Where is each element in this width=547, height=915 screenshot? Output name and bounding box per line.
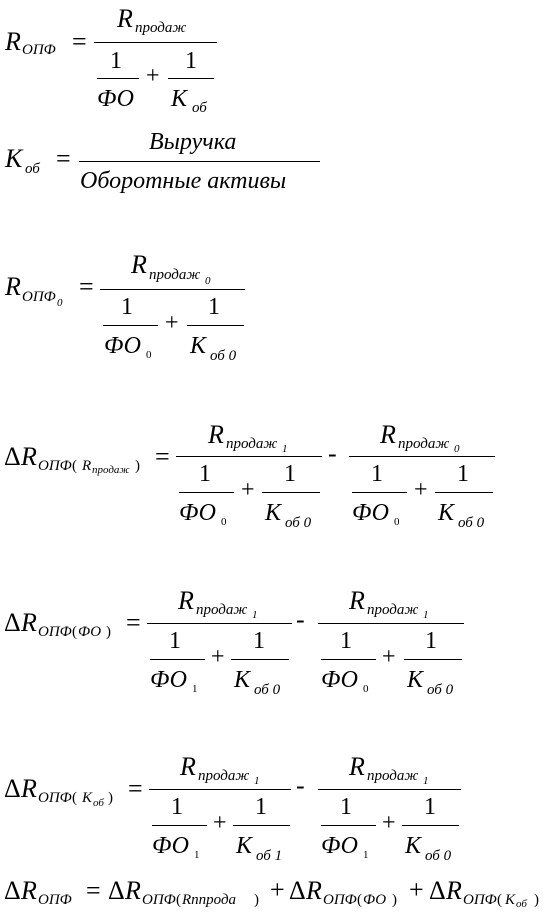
subscript-ob: об bbox=[93, 797, 104, 809]
subscript-prodazh: продаж bbox=[398, 436, 450, 452]
equals-sign: = bbox=[155, 442, 170, 471]
right-parenthesis: ) bbox=[108, 790, 113, 806]
symbol-r: R bbox=[21, 608, 37, 637]
numerator-one: 1 bbox=[457, 461, 469, 487]
symbol-r: R bbox=[178, 586, 194, 615]
plus-sign: + bbox=[211, 644, 225, 670]
symbol-r: R bbox=[349, 752, 365, 781]
fraction-bar bbox=[152, 825, 207, 826]
subscript-prodazh: продаж bbox=[149, 267, 201, 283]
index-one: 1 bbox=[282, 443, 288, 455]
subscript-prodazh: продаж bbox=[198, 768, 250, 784]
fraction-bar bbox=[79, 161, 320, 162]
subscript-ob: об bbox=[25, 161, 40, 177]
delta-sign: Δ bbox=[4, 442, 21, 471]
subscript-fo: ФО bbox=[363, 892, 387, 908]
symbol-r: R bbox=[446, 876, 462, 905]
subscript-opf: ОПФ bbox=[38, 624, 72, 640]
fraction-bar bbox=[150, 659, 205, 660]
delta-sign: Δ bbox=[108, 876, 125, 905]
equals-sign: = bbox=[126, 608, 141, 637]
plus-sign: + bbox=[270, 875, 285, 904]
symbol-k: K bbox=[190, 333, 207, 359]
fraction-bar bbox=[262, 492, 320, 493]
fraction-bar bbox=[231, 659, 289, 660]
fraction-bar bbox=[318, 623, 464, 624]
symbol-k: K bbox=[236, 833, 253, 859]
subscript-ob: об bbox=[192, 100, 207, 116]
symbol-r: R bbox=[21, 876, 37, 905]
symbol-k: K bbox=[5, 144, 23, 173]
numerator-one: 1 bbox=[169, 628, 181, 654]
subscript-opf: ОПФ bbox=[38, 790, 72, 806]
subscript-ob1: об 1 bbox=[256, 848, 283, 864]
index-one: 1 bbox=[423, 775, 429, 787]
index-one: 1 bbox=[252, 609, 258, 621]
subscript-fo: ФО bbox=[78, 624, 102, 640]
right-parenthesis: ) bbox=[534, 892, 539, 908]
symbol-r: R bbox=[180, 752, 196, 781]
left-parenthesis: ( bbox=[72, 624, 77, 640]
symbol-fo: ФО bbox=[150, 667, 187, 693]
delta-sign: Δ bbox=[4, 876, 21, 905]
symbol-r: R bbox=[117, 4, 133, 33]
denominator-current-assets: Оборотные активы bbox=[80, 168, 287, 194]
fraction-bar bbox=[352, 492, 407, 493]
left-parenthesis: ( bbox=[497, 892, 502, 908]
fraction-bar bbox=[168, 78, 214, 79]
symbol-fo: ФО bbox=[321, 833, 358, 859]
subscript-opf: ОПФ bbox=[22, 289, 56, 305]
minus-sign: - bbox=[296, 605, 305, 634]
numerator-one: 1 bbox=[284, 461, 296, 487]
left-parenthesis: ( bbox=[72, 458, 77, 474]
delta-sign: Δ bbox=[289, 876, 306, 905]
numerator-one: 1 bbox=[171, 794, 183, 820]
index-zero: 0 bbox=[394, 516, 400, 528]
symbol-k: K bbox=[82, 790, 93, 806]
subscript-opf: ОПФ bbox=[22, 42, 56, 58]
fraction-bar bbox=[103, 325, 158, 326]
symbol-r: R bbox=[5, 27, 21, 56]
symbol-k: K bbox=[171, 86, 188, 112]
minus-sign: - bbox=[328, 439, 337, 468]
symbol-r: R bbox=[208, 420, 224, 449]
symbol-fo: ФО bbox=[321, 667, 358, 693]
numerator-one: 1 bbox=[208, 294, 220, 320]
subscript-prodazh: продаж bbox=[135, 20, 187, 36]
fraction-bar bbox=[318, 789, 461, 790]
index-one: 1 bbox=[423, 609, 429, 621]
plus-sign: + bbox=[241, 477, 255, 503]
plus-sign: + bbox=[165, 310, 179, 336]
symbol-k: K bbox=[438, 500, 455, 526]
equals-sign: = bbox=[56, 144, 71, 173]
fraction-bar bbox=[94, 42, 217, 43]
fraction-bar bbox=[149, 789, 291, 790]
symbol-r: R bbox=[21, 774, 37, 803]
minus-sign: - bbox=[296, 771, 305, 800]
symbol-fo: ФО bbox=[352, 500, 389, 526]
delta-sign: Δ bbox=[4, 608, 21, 637]
subscript-prodazh: продаж bbox=[367, 602, 419, 618]
subscript-rnproda: Rnпрода bbox=[182, 892, 237, 908]
symbol-k: K bbox=[407, 667, 424, 693]
plus-sign: + bbox=[146, 63, 160, 89]
index-zero: 0 bbox=[454, 443, 460, 455]
index-zero: 0 bbox=[205, 275, 211, 287]
numerator-one: 1 bbox=[121, 294, 133, 320]
symbol-k: K bbox=[405, 833, 422, 859]
subscript-ob: об bbox=[516, 898, 527, 910]
fraction-bar bbox=[349, 456, 495, 457]
right-parenthesis: ) bbox=[135, 458, 140, 474]
numerator-one: 1 bbox=[340, 628, 352, 654]
numerator-one: 1 bbox=[199, 461, 211, 487]
equals-sign: = bbox=[86, 876, 101, 905]
symbol-r: R bbox=[131, 250, 147, 279]
subscript-ob0: об 0 bbox=[458, 515, 485, 531]
index-one: 1 bbox=[194, 849, 200, 861]
equals-sign: = bbox=[79, 272, 94, 301]
fraction-bar bbox=[179, 492, 234, 493]
fraction-bar bbox=[176, 456, 322, 457]
index-zero: 0 bbox=[221, 516, 227, 528]
plus-sign: + bbox=[382, 644, 396, 670]
fraction-bar bbox=[321, 659, 376, 660]
left-parenthesis: ( bbox=[176, 892, 181, 908]
subscript-opf: ОПФ bbox=[38, 892, 72, 908]
right-parenthesis: ) bbox=[254, 892, 259, 908]
symbol-fo: ФО bbox=[152, 833, 189, 859]
fraction-bar bbox=[187, 325, 244, 326]
subscript-opf: ОПФ bbox=[323, 892, 357, 908]
subscript-ob0: об 0 bbox=[254, 682, 281, 698]
fraction-bar bbox=[97, 78, 139, 79]
index-zero: 0 bbox=[146, 349, 152, 361]
symbol-fo: ФО bbox=[179, 500, 216, 526]
symbol-r: R bbox=[380, 420, 396, 449]
index-zero: 0 bbox=[57, 297, 63, 309]
fraction-bar bbox=[233, 825, 290, 826]
symbol-fo: ФО bbox=[104, 333, 141, 359]
delta-sign: Δ bbox=[429, 876, 446, 905]
numerator-revenue: Выручка bbox=[149, 129, 237, 155]
right-parenthesis: ) bbox=[106, 624, 111, 640]
plus-sign: + bbox=[409, 875, 424, 904]
fraction-bar bbox=[147, 623, 292, 624]
subscript-opf: ОПФ bbox=[463, 892, 497, 908]
subscript-opf: ОПФ bbox=[142, 892, 176, 908]
subscript-ob0: об 0 bbox=[210, 348, 237, 364]
symbol-r: R bbox=[349, 586, 365, 615]
symbol-k: K bbox=[505, 892, 516, 908]
numerator-one: 1 bbox=[424, 794, 436, 820]
fraction-bar bbox=[435, 492, 493, 493]
right-parenthesis: ) bbox=[392, 892, 397, 908]
fraction-bar bbox=[321, 825, 376, 826]
symbol-r: R bbox=[125, 876, 141, 905]
plus-sign: + bbox=[382, 810, 396, 836]
delta-sign: Δ bbox=[4, 774, 21, 803]
numerator-one: 1 bbox=[110, 48, 122, 74]
equals-sign: = bbox=[72, 27, 87, 56]
subscript-prodazh: продаж bbox=[196, 602, 248, 618]
symbol-k: K bbox=[234, 667, 251, 693]
subscript-prodazh: продаж bbox=[92, 464, 130, 476]
fraction-bar bbox=[402, 825, 459, 826]
numerator-one: 1 bbox=[425, 628, 437, 654]
numerator-one: 1 bbox=[185, 48, 197, 74]
symbol-k: K bbox=[265, 500, 282, 526]
fraction-bar bbox=[100, 289, 245, 290]
subscript-prodazh: продаж bbox=[367, 768, 419, 784]
symbol-fo: ФО bbox=[97, 86, 134, 112]
fraction-bar bbox=[404, 659, 462, 660]
symbol-r: R bbox=[82, 458, 92, 474]
subscript-prodazh: продаж bbox=[226, 436, 278, 452]
plus-sign: + bbox=[414, 477, 428, 503]
subscript-ob0: об 0 bbox=[285, 515, 312, 531]
plus-sign: + bbox=[213, 810, 227, 836]
subscript-ob0: об 0 bbox=[425, 848, 452, 864]
numerator-one: 1 bbox=[371, 461, 383, 487]
symbol-r: R bbox=[21, 442, 37, 471]
equals-sign: = bbox=[128, 774, 143, 803]
left-parenthesis: ( bbox=[72, 790, 77, 806]
index-zero: 0 bbox=[363, 683, 369, 695]
left-parenthesis: ( bbox=[357, 892, 362, 908]
numerator-one: 1 bbox=[255, 794, 267, 820]
symbol-r: R bbox=[5, 272, 21, 301]
numerator-one: 1 bbox=[253, 628, 265, 654]
index-one: 1 bbox=[254, 775, 260, 787]
subscript-opf: ОПФ bbox=[38, 458, 72, 474]
index-one: 1 bbox=[192, 683, 198, 695]
subscript-ob0: об 0 bbox=[427, 682, 454, 698]
index-one: 1 bbox=[363, 849, 369, 861]
symbol-r: R bbox=[306, 876, 322, 905]
numerator-one: 1 bbox=[340, 794, 352, 820]
